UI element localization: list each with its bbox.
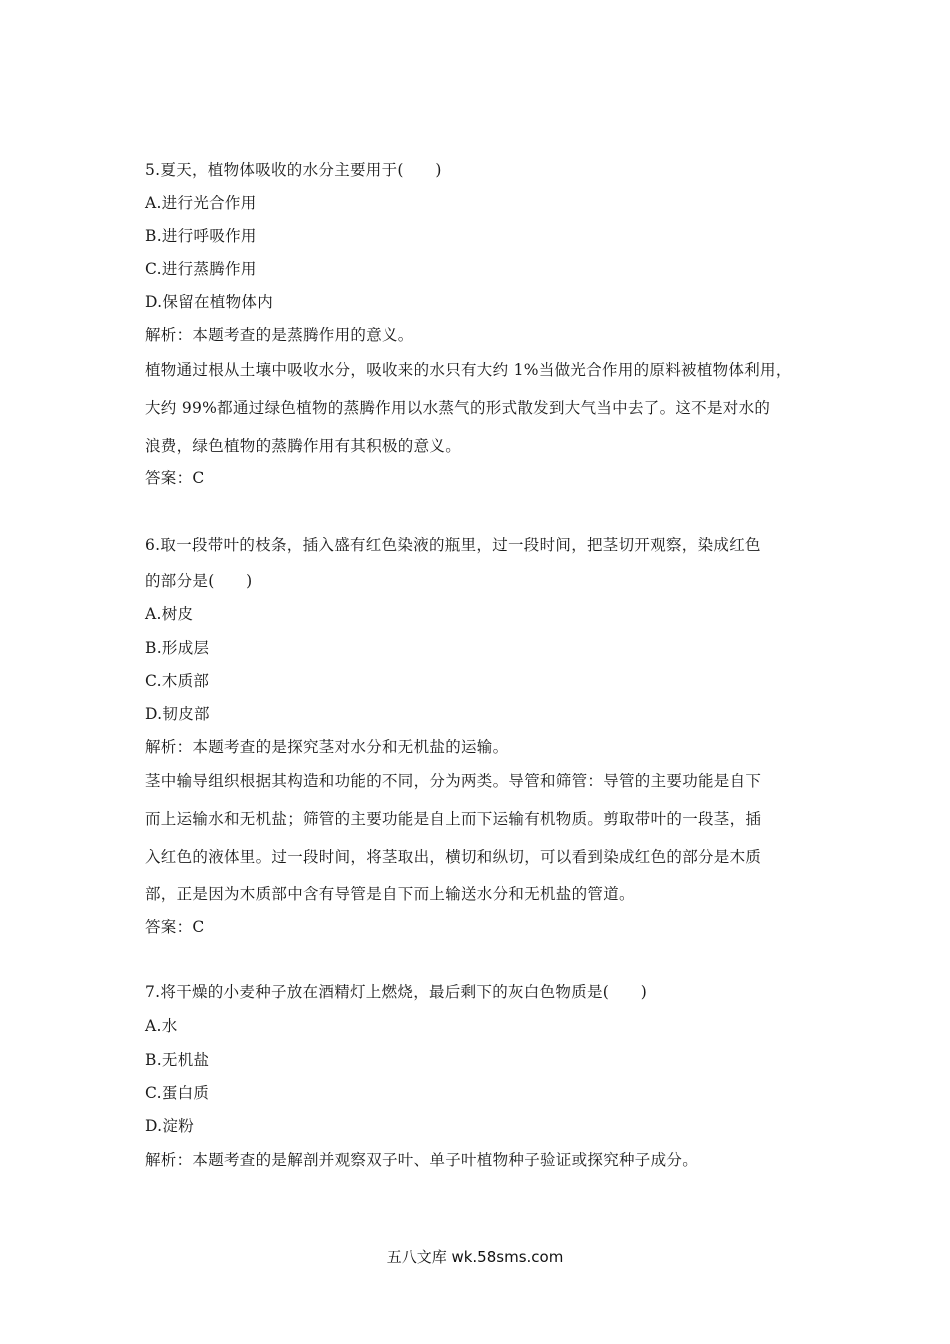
- question-6-stem-line-1: 6.取一段带叶的枝条，插入盛有红色染液的瓶里，过一段时间，把茎切开观察，染成红色: [145, 536, 761, 554]
- question-6-option-d: D.韧皮部: [145, 705, 210, 723]
- question-6-option-a: A.树皮: [145, 605, 194, 623]
- question-7-option-d: D.淀粉: [145, 1117, 195, 1135]
- question-5-answer: 答案：C: [145, 469, 205, 487]
- question-6-stem-line-2: 的部分是( ): [145, 572, 253, 590]
- question-5-stem-line-1: 5.夏天，植物体吸收的水分主要用于( ): [145, 161, 442, 179]
- question-6-analysis: 解析：本题考查的是探究茎对水分和无机盐的运输。: [145, 738, 509, 756]
- question-6-explanation-line-3: 入红色的液体里。过一段时间，将茎取出，横切和纵切，可以看到染成红色的部分是木质: [145, 848, 762, 866]
- question-5-explanation-line-3: 浪费，绿色植物的蒸腾作用有其积极的意义。: [145, 437, 462, 455]
- question-7-option-b: B.无机盐: [145, 1051, 210, 1069]
- question-5-option-a: A.进行光合作用: [145, 194, 257, 212]
- footer-watermark: 五八文库 wk.58sms.com: [386, 1248, 564, 1266]
- question-5-explanation-line-2: 大约 99%都通过绿色植物的蒸腾作用以水蒸气的形式散发到大气当中去了。这不是对水的: [145, 399, 771, 417]
- question-6-explanation-line-1: 茎中输导组织根据其构造和功能的不同，分为两类。导管和筛管：导管的主要功能是自下: [145, 772, 762, 790]
- question-7-stem-line-1: 7.将干燥的小麦种子放在酒精灯上燃烧，最后剩下的灰白色物质是( ): [145, 983, 648, 1001]
- question-7-analysis: 解析：本题考查的是解剖并观察双子叶、单子叶植物种子验证或探究种子成分。: [145, 1151, 699, 1169]
- question-5-explanation-line-1: 植物通过根从土壤中吸收水分，吸收来的水只有大约 1%当做光合作用的原料被植物体利用，: [145, 361, 792, 379]
- question-6-answer: 答案：C: [145, 918, 205, 936]
- question-5-option-b: B.进行呼吸作用: [145, 227, 257, 245]
- question-6-explanation-line-2: 而上运输水和无机盐；筛管的主要功能是自上而下运输有机物质。剪取带叶的一段茎，插: [145, 810, 762, 828]
- question-5-option-c: C.进行蒸腾作用: [145, 260, 257, 278]
- question-6-option-b: B.形成层: [145, 639, 210, 657]
- question-7-option-a: A.水: [145, 1017, 178, 1035]
- question-7-option-c: C.蛋白质: [145, 1084, 210, 1102]
- question-5-analysis: 解析：本题考查的是蒸腾作用的意义。: [145, 326, 414, 344]
- question-5-option-d: D.保留在植物体内: [145, 293, 274, 311]
- question-6-option-c: C.木质部: [145, 672, 210, 690]
- question-6-explanation-line-4: 部，正是因为木质部中含有导管是自下而上输送水分和无机盐的管道。: [145, 885, 635, 903]
